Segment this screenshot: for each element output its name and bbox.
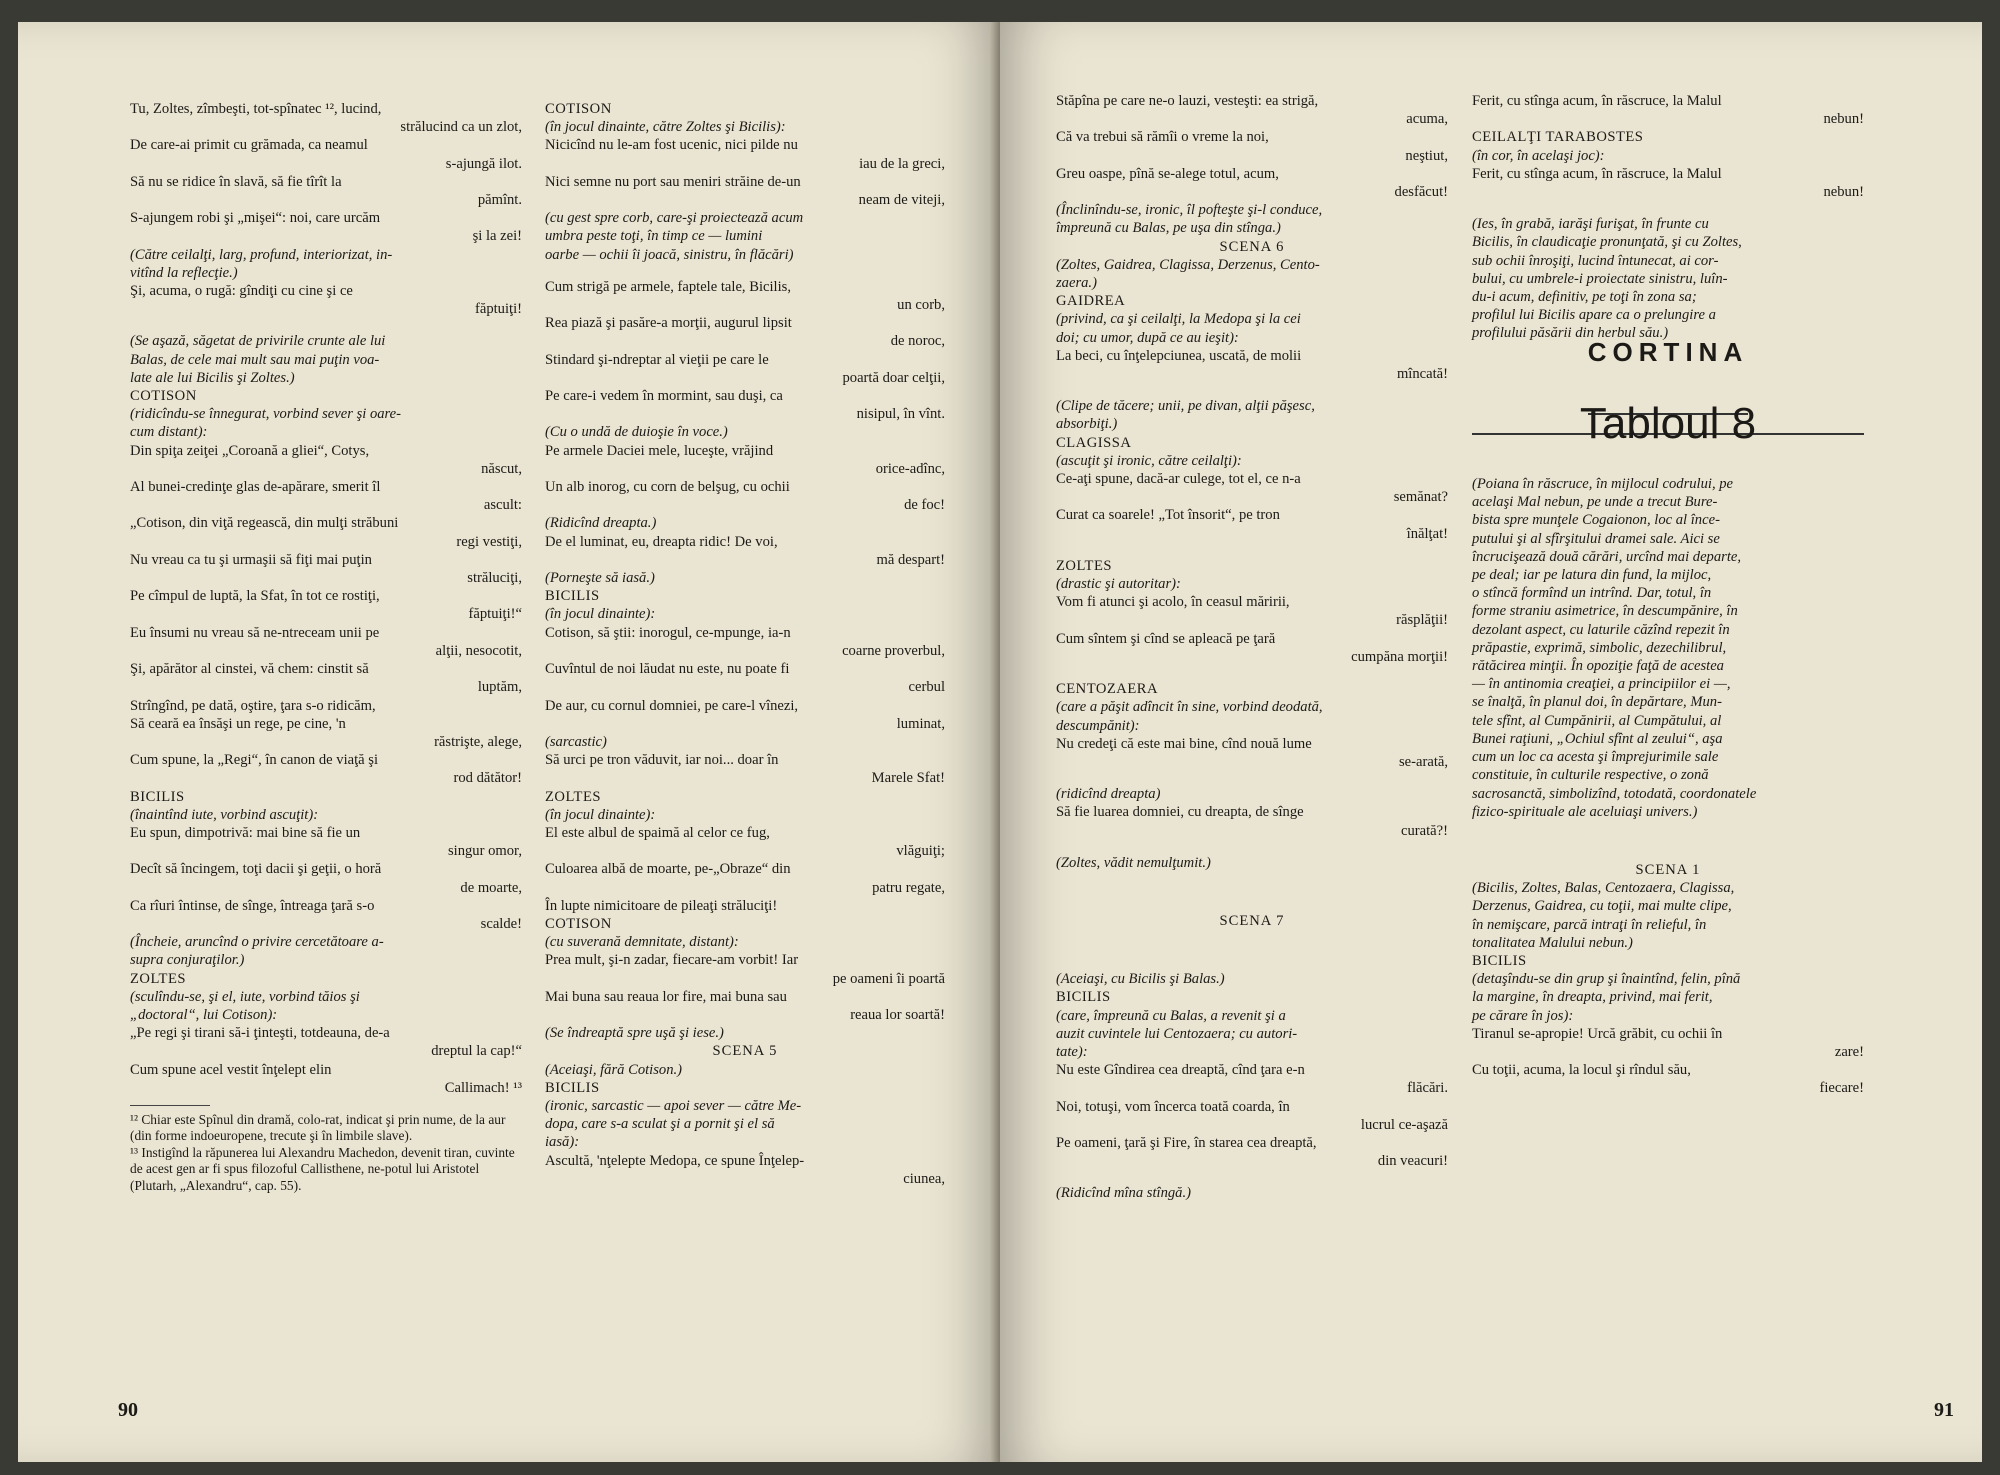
stage-direction: Bunei raţiuni, „Ochiul sfînt al zeului“, aşa <box>1472 730 1723 747</box>
verse-line: mîncată! <box>1396 366 1448 383</box>
footnote-12: ¹² Chiar este Spînul din dramă, colo-rat, indicat şi prin nume, de la aur (din forme indoeuropene, trecute şi în limbile slave). <box>130 1111 506 1144</box>
spacer <box>1056 543 1448 557</box>
text-block <box>1056 256 1448 872</box>
verse-line: acuma, <box>1406 111 1448 128</box>
stage-direction: — în antinomia creaţiei, a principiilor ei —, <box>1472 676 1731 693</box>
verse-line: Stăpîna pe care ne-o lauzi, vesteşti: ea strigă, <box>1056 93 1319 109</box>
verse-line: rod dătător! <box>453 770 522 787</box>
verse-line: desfăcut! <box>1394 184 1448 201</box>
verse-line: ascult: <box>483 497 522 514</box>
verse-line: Ascultă, 'nţelepte Medopa, ce spune Înţelep- <box>545 1152 805 1169</box>
stage-direction: late ale lui Bicilis şi Zoltes.) <box>130 369 295 386</box>
verse-line: Cum strigă pe armele, faptele tale, Bicilis, <box>545 278 791 295</box>
verse-line: mă despart! <box>876 551 945 568</box>
stage-direction: (drastic şi autoritar): <box>1056 576 1181 593</box>
verse-line: Noi, totuşi, vom încerca toată coarda, în <box>1056 1098 1290 1115</box>
stage-direction: zaera.) <box>1056 275 1097 292</box>
verse-line: Strîngînd, pe dată, oştire, ţara s-o ridicăm, <box>130 697 376 714</box>
verse-line: nebun! <box>1823 184 1864 201</box>
verse-line: reaua lor soartă! <box>850 1006 945 1023</box>
verse-line: poartă doar celţii, <box>842 369 945 386</box>
footnote-13: ¹³ Instigînd la răpunerea lui Alexandru Machedon, devenit tiran, cuvinte de acest gen ar fi spus filozoful Callisthene, ne-potul lui Aristotel (Plutarh, „Alexandru“, cap. 55). <box>130 1144 515 1193</box>
verse-line: de moarte, <box>460 879 522 896</box>
verse-line: nebun! <box>1823 111 1864 128</box>
verse-line: Nicicînd nu le-am fost ucenic, nici pilde nu <box>545 137 798 154</box>
verse-line: regi vestiţi, <box>456 533 522 550</box>
verse-line: lucrul ce-aşază <box>1360 1116 1448 1133</box>
text-block <box>130 100 522 1097</box>
verse-line: străluciţi, <box>467 570 522 587</box>
stage-direction: (Cu o undă de duioşie în voce.) <box>545 424 728 441</box>
verse-line: Pe care-i vedem în mormint, sau duşi, ca <box>545 388 783 405</box>
verse-line: se-arată, <box>1398 753 1448 770</box>
verse-line: Curat ca soarele! „Tot însorit“, pe tron <box>1056 507 1280 524</box>
speaker-name: ZOLTES <box>130 970 186 987</box>
stage-direction: doi; cu umor, după ce au ieşit): <box>1056 329 1239 346</box>
stage-direction: (Se aşază, săgetat de privirile crunte ale lui <box>130 333 386 350</box>
verse-line: De aur, cu cornul domniei, pe care-l vînezi, <box>545 697 799 714</box>
stage-direction: (ridicîndu-se înnegurat, vorbind sever şi oare- <box>130 406 402 423</box>
stage-direction: (cu gest spre corb, care-şi proiectează acum <box>545 210 804 227</box>
spacer <box>130 318 522 332</box>
verse-line: de foc! <box>904 497 945 514</box>
stage-direction: (Ies, în grabă, iarăşi furişat, în frunte cu <box>1472 216 1709 233</box>
verse-line: Vom fi atunci şi acolo, în ceasul măririi, <box>1056 594 1290 611</box>
stage-direction: (privind, ca şi ceilalţi, la Medopa şi la cei <box>1056 311 1301 328</box>
stage-direction: (Ridicînd mîna stîngă.) <box>1056 1185 1191 1202</box>
right-column-1 <box>1056 92 1448 1203</box>
stage-direction: (Bicilis, Zoltes, Balas, Centozaera, Clagissa, <box>1472 880 1735 897</box>
stage-direction: (Înclinîndu-se, ironic, îl pofteşte şi-l conduce, <box>1056 202 1323 219</box>
page-number-left: 90 <box>118 1399 138 1421</box>
verse-line: curată?! <box>1401 822 1448 839</box>
verse-line: Să urci pe tron văduvit, iar noi... doar în <box>545 752 779 769</box>
stage-direction: supra conjuraţilor.) <box>130 952 245 969</box>
stage-direction: (sculîndu-se, şi el, iute, vorbind tăios şi <box>130 988 360 1005</box>
text-block <box>1056 92 1448 238</box>
verse-line: Tu, Zoltes, zîmbeşti, tot-spînatec ¹², lucind, <box>130 101 382 117</box>
verse-line: Eu însumi nu vreau să ne-ntreceam unii pe <box>130 624 380 641</box>
stage-direction: Balas, de cele mai mult sau mai puţin voa- <box>130 351 380 368</box>
stage-direction: (ascuţit şi ironic, către ceilalţi): <box>1056 452 1242 469</box>
verse-line: Decît să încingem, toţi dacii şi geţii, o horă <box>130 861 382 878</box>
verse-line: strălucind ca un zlot, <box>400 119 522 136</box>
verse-line: De care-ai primit cu grămada, ca neamul <box>130 137 368 154</box>
verse-line: Pe oameni, ţară şi Fire, în starea cea dreaptă, <box>1056 1134 1317 1151</box>
speaker-name: ZOLTES <box>545 788 601 805</box>
verse-line: Greu oaspe, pînă se-alege totul, acum, <box>1056 165 1279 182</box>
verse-line: Şi, apărător al cinstei, vă chem: cinstit să <box>130 661 369 678</box>
verse-line: luptăm, <box>477 679 522 696</box>
verse-line: Cum spune acel vestit înţelept elin <box>130 1061 332 1078</box>
verse-line: pămînt. <box>477 192 522 209</box>
stage-direction: (sarcastic) <box>545 733 607 750</box>
verse-line: S-ajungem robi şi „mişei“: noi, care urcăm <box>130 210 381 227</box>
stage-direction: forme straniu asimetrice, în descumpănire, în <box>1472 603 1738 620</box>
verse-line: singur omor, <box>447 843 522 860</box>
spacer <box>1056 840 1448 854</box>
verse-line: răsplăţii! <box>1396 612 1448 629</box>
verse-line: neam de viteji, <box>858 192 945 209</box>
verse-line: iau de la greci, <box>859 155 945 172</box>
verse-line: De el luminat, eu, dreapta ridic! De voi, <box>545 533 778 550</box>
stage-direction: (ironic, sarcastic — apoi sever — către Me- <box>545 1097 802 1114</box>
speaker-name: COTISON <box>545 101 612 117</box>
stage-direction: (Se îndreaptă spre uşă şi iese.) <box>545 1025 724 1042</box>
text-block <box>1472 879 1864 1097</box>
verse-line: flăcări. <box>1407 1080 1448 1097</box>
scene-heading-1: SCENA 1 <box>1635 861 1701 878</box>
stage-direction: tele sfînt, al Cumpănirii, al Cumpătului, al <box>1472 712 1722 729</box>
stage-direction: (Porneşte să iasă.) <box>545 570 655 587</box>
footnote-rule <box>130 1105 210 1106</box>
stage-direction: pe deal; iar pe latura din fund, la mijloc, <box>1472 567 1712 584</box>
verse-line: Şi, acuma, o rugă: gîndiţi cu cine şi ce <box>130 283 353 300</box>
speaker-name: COTISON <box>545 915 612 932</box>
stage-direction: dopa, care s-a sculat şi a pornit şi el să <box>545 1116 775 1133</box>
speaker-name: CENTOZAERA <box>1056 681 1159 698</box>
stage-direction: umbra peste toţi, în timp ce — lumini <box>545 228 763 245</box>
verse-line: de noroc, <box>890 333 945 350</box>
verse-line: Stindard şi-ndreptar al vieţii pe care le <box>545 351 769 368</box>
stage-direction: absorbiţi.) <box>1056 416 1118 433</box>
speaker-name: ZOLTES <box>1056 557 1112 574</box>
stage-direction: (Zoltes, vădit nemulţumit.) <box>1056 854 1211 871</box>
verse-line: Marele Sfat! <box>871 770 945 787</box>
stage-direction: (Aceiaşi, cu Bicilis şi Balas.) <box>1056 971 1225 988</box>
verse-line: Al bunei-credinţe glas de-apărare, smerit îl <box>130 479 381 496</box>
speaker-name: BICILIS <box>1472 952 1527 969</box>
verse-line: făptuiţi!“ <box>468 606 522 623</box>
stage-direction: bului, cu umbrele-i proiectate sinistru, luîn- <box>1472 270 1728 287</box>
verse-line: Ce-aţi spune, dacă-ar culege, tot el, ce n-a <box>1056 471 1301 488</box>
stage-direction: încrucişează două cărări, urcînd mai departe, <box>1472 548 1742 565</box>
verse-line: vlăguiţi; <box>896 843 945 860</box>
verse-line: pe oameni îi poartă <box>832 970 945 987</box>
verse-line: Un alb inorog, cu corn de belşug, cu ochii <box>545 479 790 496</box>
stage-direction: la margine, în dreapta, privind, mai ferit, <box>1472 989 1713 1006</box>
verse-line: făptuiţi! <box>474 301 522 318</box>
stage-direction: vitînd la reflecţie.) <box>130 264 238 281</box>
stage-direction: (Poiana în răscruce, în mijlocul codrului, pe <box>1472 476 1734 493</box>
stage-direction: (în jocul dinainte, către Zoltes şi Bicilis): <box>545 119 786 136</box>
verse-line: Că va trebui să rămîi o vreme la noi, <box>1056 129 1269 146</box>
verse-line: zare! <box>1834 1043 1864 1060</box>
stage-direction: „doctoral“, lui Cotison): <box>130 1006 278 1023</box>
stage-direction: constituie, în culturile respective, o zonă <box>1472 767 1709 784</box>
stage-direction: acelaşi Mal nebun, pe unde a trecut Bure- <box>1472 494 1718 511</box>
right-page <box>1000 22 1982 1462</box>
speaker-name: GAIDREA <box>1056 293 1126 310</box>
stage-direction: o stîncă formînd un intrînd. Dar, totul, în <box>1472 585 1712 602</box>
verse-line: Să fie luarea domniei, cu dreapta, de sînge <box>1056 804 1304 821</box>
stage-direction: (care a păşit adîncit în sine, vorbind deodată, <box>1056 699 1323 716</box>
verse-line: Ferit, cu stînga acum, în răscruce, la Malul <box>1472 93 1722 109</box>
verse-line: Culoarea albă de moarte, pe-„Obraze“ din <box>545 861 791 878</box>
verse-line: s-ajungă ilot. <box>445 155 522 172</box>
verse-line: coarne proverbul, <box>842 642 945 659</box>
verse-line: luminat, <box>896 715 945 732</box>
stage-direction: prăpastie, exprimă, simbolic, dezechilibrul, <box>1472 639 1727 656</box>
stage-direction: (Aceiaşi, fără Cotison.) <box>545 1061 683 1078</box>
stage-direction: tonalitatea Malului nebun.) <box>1472 934 1633 951</box>
text-block <box>545 100 945 1042</box>
verse-line: semănat? <box>1393 489 1448 506</box>
speaker-name: CEILALŢI TARABOSTES <box>1472 129 1644 146</box>
verse-line: Ferit, cu stînga acum, în răscruce, la Malul <box>1472 165 1722 182</box>
spacer <box>1472 201 1864 215</box>
verse-line: orice-adînc, <box>875 460 945 477</box>
spacer <box>1056 1170 1448 1184</box>
verse-line: Pe cîmpul de luptă, la Sfat, în tot ce rostiţi, <box>130 588 380 605</box>
verse-line: Rea piază şi pasăre-a morţii, augurul lipsit <box>545 315 792 332</box>
stage-direction: Bicilis, în claudicaţie pronunţată, şi cu Zoltes, <box>1472 234 1742 251</box>
verse-line: cerbul <box>908 679 945 696</box>
stage-direction: (Clipe de tăcere; unii, pe divan, alţii păşesc, <box>1056 398 1315 415</box>
speaker-name: BICILIS <box>545 1079 600 1096</box>
spacer <box>1056 383 1448 397</box>
verse-line: „Pe regi şi tirani să-i ţinteşti, totdeauna, de-a <box>130 1025 390 1042</box>
verse-line: nisipul, în vînt. <box>856 406 945 423</box>
verse-line: răstrişte, alege, <box>434 733 522 750</box>
verse-line: În lupte nimicitoare de pileaţi străluciţi! <box>545 897 778 914</box>
stage-direction: (în jocul dinainte): <box>545 606 656 623</box>
verse-line: Callimach! ¹³ <box>444 1079 522 1096</box>
verse-line: cumpăna morţii! <box>1351 648 1448 665</box>
verse-line: Cum sîntem şi cînd se apleacă pe ţară <box>1056 630 1276 647</box>
stage-direction: rătăcirea minţii. În opoziţie faţă de acestea <box>1472 658 1724 675</box>
text-block <box>1472 475 1864 821</box>
stage-direction: împreună cu Balas, pe uşa din stînga.) <box>1056 220 1281 237</box>
stage-direction: se înalţă, în planul doi, în depărtare, Mun- <box>1472 694 1722 711</box>
verse-line: din veacuri! <box>1377 1153 1448 1170</box>
stage-direction: descumpănit): <box>1056 717 1140 734</box>
verse-line: patru regate, <box>872 879 945 896</box>
stage-direction: (detaşîndu-se din grup şi înaintînd, felin, pînă <box>1472 971 1741 988</box>
speaker-name: BICILIS <box>130 788 185 805</box>
stage-direction: Derzenus, Gaidrea, cu toţii, mai multe clipe, <box>1472 898 1732 915</box>
verse-line: Nu credeţi că este mai bine, cînd nouă lume <box>1056 735 1312 752</box>
scene-heading-7: SCENA 7 <box>1219 912 1285 929</box>
stage-direction: (în cor, în acelaşi joc): <box>1472 147 1605 164</box>
speaker-name: COTISON <box>130 388 197 405</box>
verse-line: Să ceară ea însăşi un rege, pe cine, 'n <box>130 715 346 732</box>
verse-line: Nu este Gîndirea cea dreaptă, cînd ţara e-n <box>1056 1062 1305 1079</box>
tablou-title: Tabloul 8 <box>1579 398 1757 448</box>
stage-direction: putului şi al sfîrşitului dramei sale. Aici se <box>1472 530 1720 547</box>
verse-line: înălţat! <box>1406 525 1448 542</box>
footnotes <box>130 1112 522 1195</box>
speaker-name: BICILIS <box>1056 989 1111 1006</box>
verse-line: Nu vreau ca tu şi urmaşii să fiţi mai puţin <box>130 551 372 568</box>
verse-line: „Cotison, din viţă regească, din mulţi străbuni <box>130 515 399 532</box>
verse-line: Prea mult, şi-n zadar, fiecare-am vorbit! Iar <box>545 952 799 969</box>
stage-direction: (ridicînd dreapta) <box>1056 786 1161 803</box>
verse-line: Tiranul se-apropie! Urcă grăbit, cu ochii în <box>1472 1025 1723 1042</box>
stage-direction: în nemişcare, parcă intraţi în relieful, în <box>1472 916 1707 933</box>
page-number-right: 91 <box>1934 1399 1954 1421</box>
text-block <box>1472 92 1864 343</box>
verse-line: Pe armele Daciei mele, luceşte, vrăjind <box>545 442 774 459</box>
verse-line: Nici semne nu port sau meniri străine de-un <box>545 173 801 190</box>
stage-direction: (înaintînd iute, vorbind ascuţit): <box>130 806 319 823</box>
stage-direction: (Încheie, aruncînd o privire cercetătoare a- <box>130 934 384 951</box>
spacer <box>545 264 945 278</box>
stage-direction: tate): <box>1056 1043 1088 1060</box>
stage-direction: pe cărare în jos): <box>1472 1007 1574 1024</box>
verse-line: Eu spun, dimpotrivă: mai bine să fie un <box>130 824 361 841</box>
left-column-2 <box>545 100 945 1188</box>
stage-direction: cum distant): <box>130 424 208 441</box>
stage-direction: fizico-spirituale ale aceluiaşi univers.) <box>1472 803 1698 820</box>
stage-direction: oarbe — ochii îi joacă, sinistru, în flăcări) <box>545 246 794 263</box>
verse-line: scalde! <box>480 915 522 932</box>
stage-direction: iasă): <box>545 1134 580 1151</box>
right-column-2 <box>1472 92 1864 1098</box>
stage-direction: cum un loc ca acesta şi împrejurimile sale <box>1472 749 1719 766</box>
spacer <box>1056 771 1448 785</box>
left-column-1 <box>130 100 522 1194</box>
stage-direction: (Ridicînd dreapta.) <box>545 515 657 532</box>
verse-line: şi la zei! <box>472 228 522 245</box>
verse-line: Mai buna sau reaua lor fire, mai buna sau <box>545 988 787 1005</box>
stage-direction: sub ochii înroşiţi, lucind întunecat, ai cor- <box>1472 252 1719 269</box>
verse-line: ciunea, <box>903 1170 945 1187</box>
verse-line: dreptul la cap!“ <box>431 1043 522 1060</box>
verse-line: născut, <box>481 460 522 477</box>
stage-direction: dezolant aspect, cu laturile căzînd repezit în <box>1472 621 1730 638</box>
cortina-heading: CORTINA <box>1587 336 1749 367</box>
left-page <box>18 22 998 1462</box>
speaker-name: CLAGISSA <box>1056 434 1132 451</box>
stage-direction: (în jocul dinainte): <box>545 806 656 823</box>
verse-line: El este albul de spaimă al celor ce fug, <box>545 824 770 841</box>
verse-line: La beci, cu înţelepciunea, uscată, de molii <box>1056 347 1302 364</box>
stage-direction: du-i acum, definitiv, pe toţi în zona sa; <box>1472 289 1697 306</box>
verse-line: fiecare! <box>1819 1080 1864 1097</box>
verse-line: Cotison, să ştii: inorogul, ce-mpunge, ia-n <box>545 624 791 641</box>
stage-direction: (care, împreună cu Balas, a revenit şi a <box>1056 1007 1286 1024</box>
verse-line: Cuvîntul de noi lăudat nu este, nu poate fi <box>545 661 790 678</box>
text-block <box>545 1061 945 1188</box>
stage-direction: (Către ceilalţi, larg, profund, interiorizat, in- <box>130 246 393 263</box>
stage-direction: profilului păsării din herbul său.) <box>1472 325 1669 342</box>
scene-heading-6: SCENA 6 <box>1219 238 1285 255</box>
verse-line: alţii, nesocotit, <box>435 642 522 659</box>
verse-line: un corb, <box>897 297 945 314</box>
verse-line: Să nu se ridice în slavă, să fie tîrît la <box>130 173 342 190</box>
spacer <box>1056 666 1448 680</box>
stage-direction: profilul lui Bicilis apare ca o prelungire a <box>1472 307 1716 324</box>
verse-line: neştiut, <box>1405 147 1448 164</box>
text-block <box>1056 970 1448 1202</box>
stage-direction: (Zoltes, Gaidrea, Clagissa, Derzenus, Cento- <box>1056 256 1320 273</box>
stage-direction: (cu suverană demnitate, distant): <box>545 934 739 951</box>
scene-heading-5: SCENA 5 <box>712 1043 778 1060</box>
verse-line: Cu toţii, acuma, la locul şi rîndul său, <box>1472 1062 1691 1079</box>
stage-direction: bista spre munţele Cogaionon, loc al înce- <box>1472 512 1720 529</box>
verse-line: Din spiţa zeiţei „Coroană a gliei“, Cotys, <box>130 442 370 459</box>
verse-line: Cum spune, la „Regi“, în canon de viaţă şi <box>130 752 379 769</box>
stage-direction: sacrosanctă, simbolizînd, totodată, coordonatele <box>1472 785 1757 802</box>
verse-line: Ca rîuri întinse, de sînge, întreaga ţară s-o <box>130 897 375 914</box>
stage-direction: auzit cuvintele lui Centozaera; cu autori- <box>1056 1025 1298 1042</box>
speaker-name: BICILIS <box>545 588 600 605</box>
